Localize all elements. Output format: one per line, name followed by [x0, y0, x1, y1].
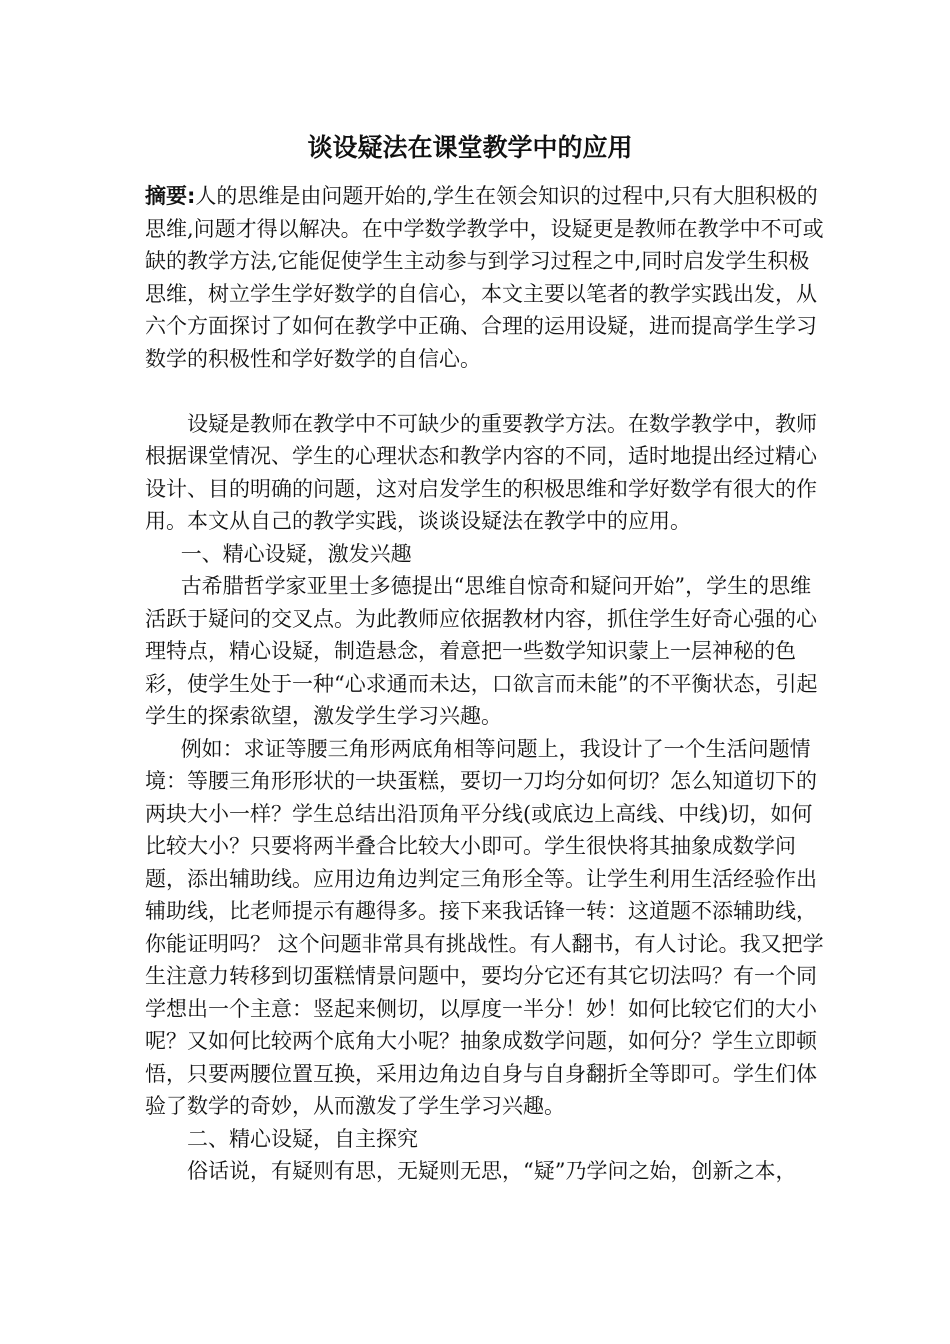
abstract-label: 摘要: [145, 184, 196, 208]
body-paragraph: 俗话说，有疑则有思，无疑则无思，“疑”乃学问之始，创新之本， [187, 1159, 797, 1183]
section-heading-1: 一、精心设疑，激发兴趣 [180, 541, 412, 566]
paragraph-gap [145, 375, 825, 408]
abstract-text: 人的思维是由问题开始的,学生在领会知识的过程中,只有大胆积极的思维,问题才得以解决。在中学数学教学中，设疑更是教师在教学中不可或缺的教学方法,它能促使学生主动参与到学习过程之中,同时启发学生积极思维，树立学生学好数学的自信心，本文主要以笔者的教学实践出发，从六个方面探讨了如何在教学中正确、合理的运用设疑，进而提高学生学习数学的积极性和学好数学的自信心。 [145, 184, 824, 371]
body-paragraph: 例如：求证等腰三角形两底角相等问题上，我设计了一个生活问题情境：等腰三角形形状的一块蛋糕，要切一刀均分如何切？怎么知道切下的两块大小一样？学生总结出沿顶角平分线(或底边上高线、中线)切，如何比较大小？只要将两半叠合比较大小即可。学生很快将其抽象成数学问题，添出辅助线。应用边角边判定三角形全等。让学生利用生活经验作出辅助线，比老师提示有趣得多。接下来我话锋一转：这道题不添辅助线，你能证明吗？ 这个问题非常具有挑战性。有人翻书，有人讨论。我又把学生注意力转移到切蛋糕情景问题中，要均分它还有其它切法吗？有一个同学想出一个主意：竖起来侧切，以厚度一半分！妙！如何比较它们的大小呢？又如何比较两个底角大小呢？抽象成数学问题，如何分？学生立即顿悟，只要两腰位置互换，采用边角边自身与自身翻折全等即可。学生们体验了数学的奇妙，从而激发了学生学习兴趣。 [145, 736, 824, 1118]
abstract-paragraph [145, 180, 825, 375]
section-heading-2: 二、精心设疑，自主探究 [187, 1126, 418, 1151]
intro-paragraph: 设疑是教师在教学中不可缺少的重要教学方法。在数学教学中，教师根据课堂情况、学生的心理状态和教学内容的不同，适时地提出经过精心设计、目的明确的问题，这对启发学生的积极思维和学好数学有很大的作用。本文从自己的教学实践，谈谈设疑法在教学中的应用。 [145, 411, 817, 533]
body-paragraph: 古希腊哲学家亚里士多德提出“思维自惊奇和疑问开始”，学生的思维活跃于疑问的交叉点。为此教师应依据教材内容，抓住学生好奇心强的心理特点，精心设疑，制造悬念，着意把一些数学知识蒙上一层神秘的色彩，使学生处于一种“心求通而未达，口欲言而未能”的不平衡状态，引起学生的探索欲望，激发学生学习兴趣。 [145, 574, 818, 728]
document-body [145, 180, 825, 1188]
document-title: 谈设疑法在课堂教学中的应用 [307, 133, 633, 162]
